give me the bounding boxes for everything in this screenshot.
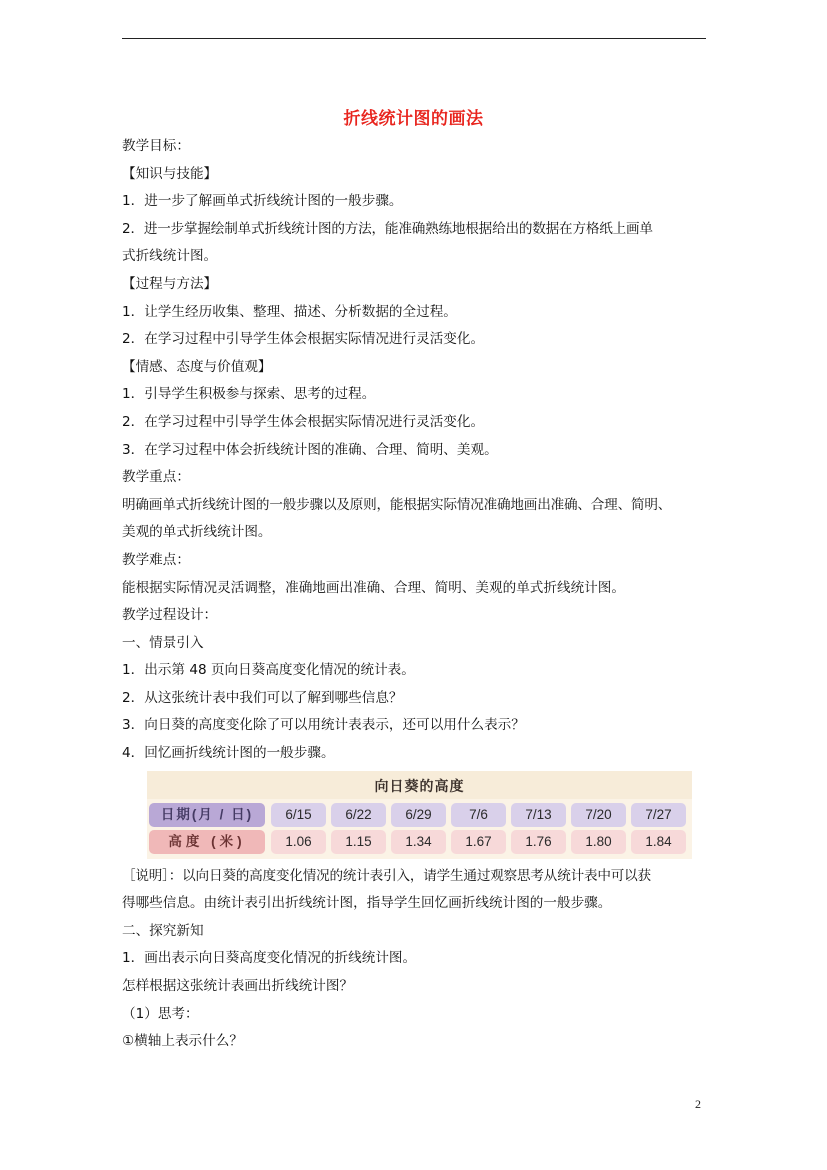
text-line: 二、探究新知 [122, 922, 204, 939]
page-title: 折线统计图的画法 [343, 109, 484, 129]
text-line: 式折线统计图。 [122, 248, 218, 265]
date-cell: 6/29 [391, 803, 446, 827]
date-cell: 7/27 [631, 803, 686, 827]
text-line: 美观的单式折线统计图。 [122, 524, 272, 541]
date-cell: 6/22 [331, 803, 386, 827]
text-line: 一、情景引入 [122, 634, 204, 651]
text-line: 教学重点： [122, 469, 190, 486]
text-line: 3．在学习过程中体会折线统计图的准确、合理、简明、美观。 [122, 441, 498, 458]
text-line: 1．进一步了解画单式折线统计图的一般步骤。 [122, 193, 403, 210]
height-cell: 1.15 [331, 830, 386, 854]
text-line: （1）思考： [122, 1005, 199, 1022]
height-cell: 1.67 [451, 830, 506, 854]
height-cell: 1.34 [391, 830, 446, 854]
height-cell: 1.76 [511, 830, 566, 854]
date-cell: 7/13 [511, 803, 566, 827]
text-line: 4．回忆画折线统计图的一般步骤。 [122, 745, 335, 762]
text-line: 得哪些信息。由统计表引出折线统计图，指导学生回忆画折线统计图的一般步骤。 [122, 895, 612, 912]
text-line: 2．在学习过程中引导学生体会根据实际情况进行灵活变化。 [122, 413, 485, 430]
date-row-label: 日期(月 / 日) [149, 803, 265, 827]
document-body [122, 133, 714, 1056]
text-line: 教学过程设计： [122, 607, 218, 624]
table-title: 向日葵的高度 [374, 778, 465, 795]
text-line: 1．让学生经历收集、整理、描述、分析数据的全过程。 [122, 303, 457, 320]
header-rule [122, 38, 706, 39]
text-line: 【情感、态度与价值观】 [122, 358, 272, 375]
text-line: ①横轴上表示什么？ [122, 1033, 243, 1050]
text-line: 3．向日葵的高度变化除了可以用统计表表示，还可以用什么表示？ [122, 717, 525, 734]
height-cell: 1.84 [631, 830, 686, 854]
text-line: 教学目标： [122, 138, 190, 154]
height-cell: 1.80 [571, 830, 626, 854]
date-cell: 7/20 [571, 803, 626, 827]
text-line: 1．画出表示向日葵高度变化情况的折线统计图。 [122, 950, 417, 967]
text-line: 2．进一步掌握绘制单式折线统计图的方法，能准确熟练地根据给出的数据在方格纸上画单 [122, 220, 653, 237]
text-line: 2．从这张统计表中我们可以了解到哪些信息？ [122, 689, 403, 706]
text-line: 明确画单式折线统计图的一般步骤以及原则，能根据实际情况准确地画出准确、合理、简明、 [122, 496, 672, 513]
height-row-label: 高度 (米) [149, 830, 265, 854]
date-cell: 7/6 [451, 803, 506, 827]
text-line: 2．在学习过程中引导学生体会根据实际情况进行灵活变化。 [122, 331, 485, 348]
height-cell: 1.06 [271, 830, 326, 854]
text-line: 【知识与技能】 [122, 165, 218, 182]
text-line: 怎样根据这张统计表画出折线统计图？ [122, 978, 354, 995]
text-line: 教学难点： [122, 551, 190, 568]
text-line: 能根据实际情况灵活调整，准确地画出准确、合理、简明、美观的单式折线统计图。 [122, 579, 625, 596]
sunflower-height-table [147, 771, 692, 859]
text-line: ［说明］：以向日葵的高度变化情况的统计表引入，请学生通过观察思考从统计表中可以获 [122, 867, 651, 884]
text-line: 1．引导学生积极参与探索、思考的过程。 [122, 386, 376, 403]
date-cell: 6/15 [271, 803, 326, 827]
text-line: 1．出示第 48 页向日葵高度变化情况的统计表。 [122, 662, 415, 679]
page-number: 2 [695, 1097, 701, 1111]
text-line: 【过程与方法】 [122, 275, 218, 292]
